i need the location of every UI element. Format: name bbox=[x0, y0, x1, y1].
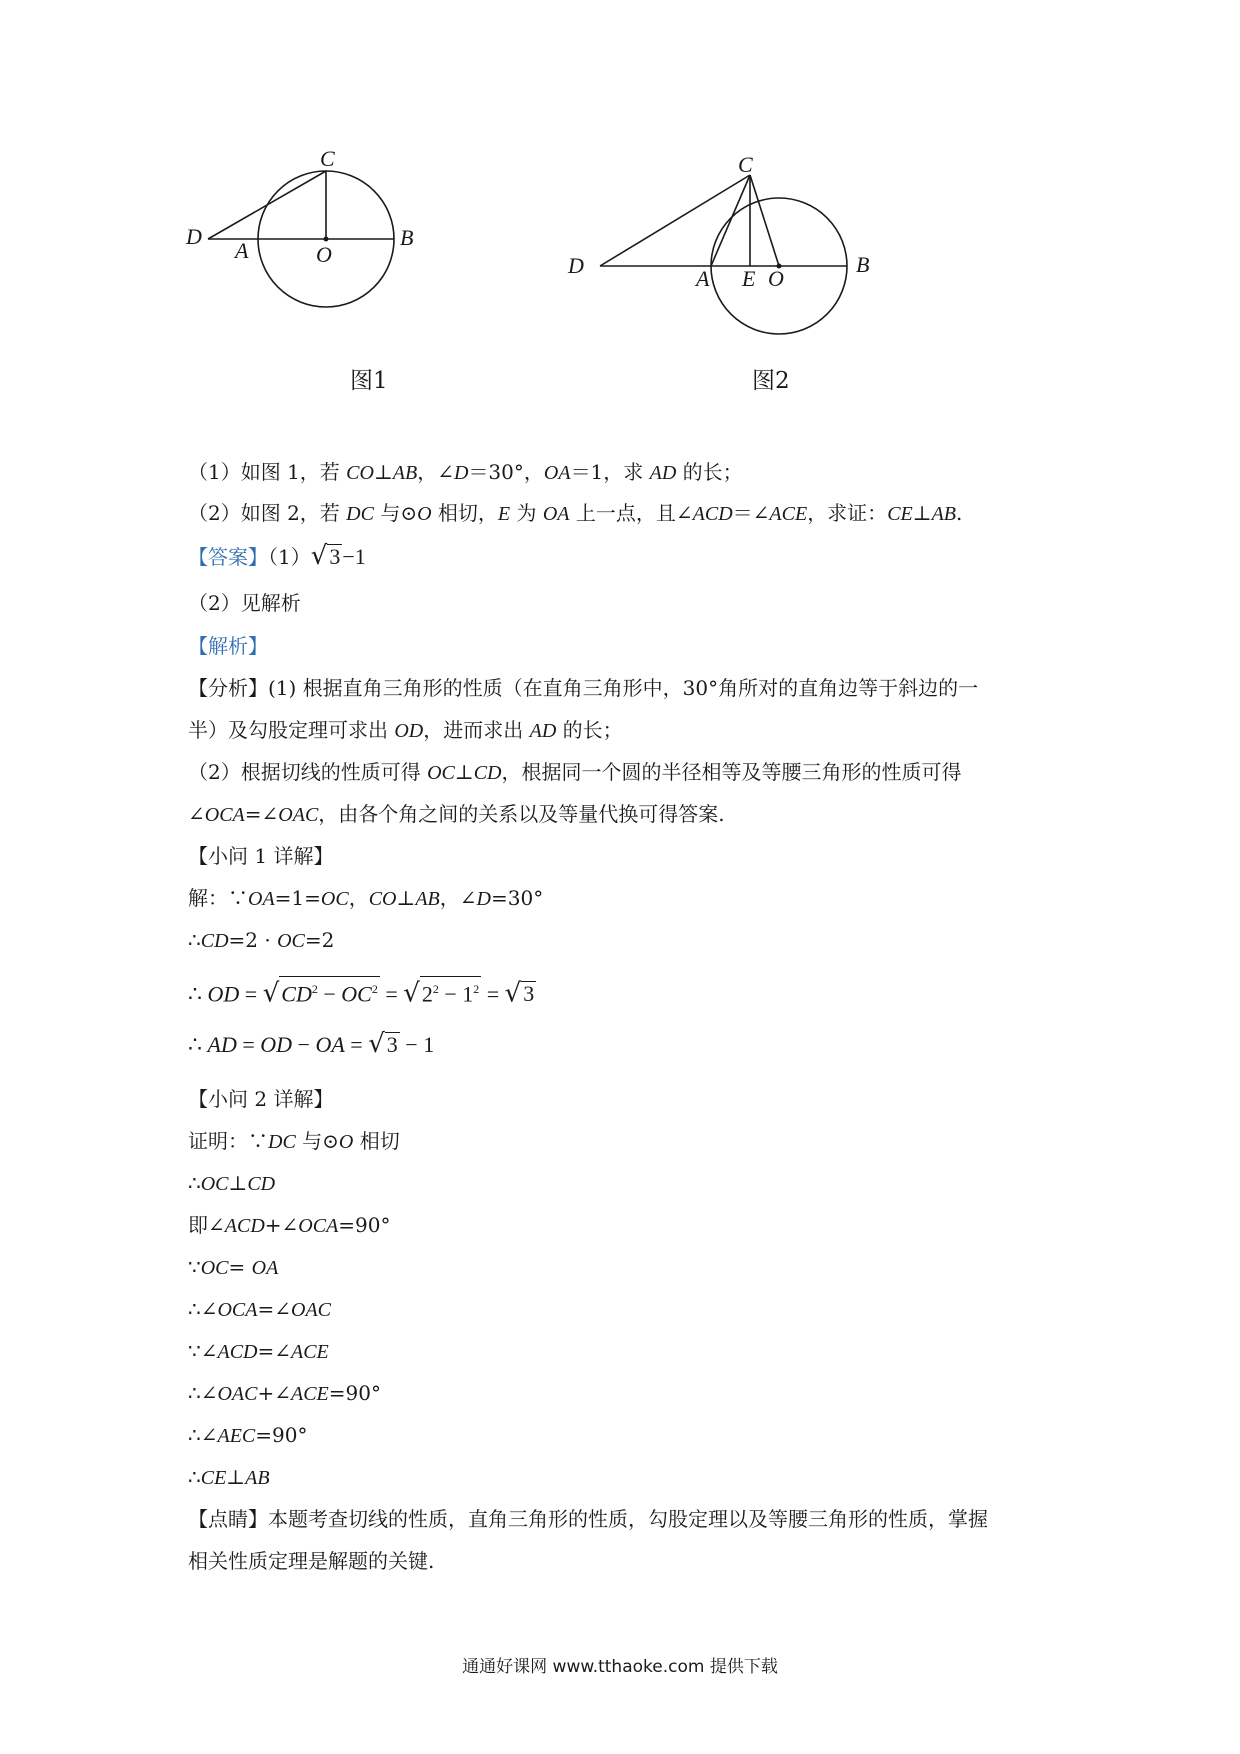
analysis-line-4: ∠OCA=∠OAC，由各个角之间的关系以及等量代换可得答案. bbox=[188, 802, 725, 826]
page-footer: 通通好课网 www.tthaoke.com 提供下载 bbox=[462, 1657, 778, 1677]
fig2-label-e: E bbox=[742, 266, 756, 291]
sub1-step-4: ∴ AD = OD − OA = √3 − 1 bbox=[188, 1029, 435, 1059]
sub2-step-9: ∴CE⊥AB bbox=[188, 1465, 270, 1489]
answer-line-2: （2）见解析 bbox=[188, 591, 301, 615]
sub2-step-4: ∵OC= OA bbox=[188, 1255, 279, 1279]
fig2-label-c: C bbox=[738, 152, 753, 177]
comment-line-1: 【点睛】本题考查切线的性质，直角三角形的性质，勾股定理以及等腰三角形的性质，掌握 bbox=[188, 1507, 988, 1531]
sub2-title: 【小问 2 详解】 bbox=[188, 1087, 334, 1111]
question-1: （1）如图 1，若 CO⊥AB，∠D＝30°，OA＝1，求 AD 的长； bbox=[188, 460, 743, 484]
sub1-title: 【小问 1 详解】 bbox=[188, 844, 334, 868]
fig1-label-b: B bbox=[400, 225, 414, 250]
figure-2 bbox=[568, 152, 900, 345]
fig2-label-o: O bbox=[768, 266, 784, 291]
sub2-step-2: ∴OC⊥CD bbox=[188, 1171, 276, 1195]
figure-1 bbox=[186, 146, 470, 345]
answer-tag: 【答案】 bbox=[188, 545, 268, 569]
sub2-step-5: ∴∠OCA=∠OAC bbox=[188, 1297, 331, 1321]
fig1-label-d: D bbox=[186, 224, 202, 249]
answer-line-1: 【答案】（1）√3−1 bbox=[188, 541, 366, 571]
fig1-label-o: O bbox=[316, 242, 332, 267]
fig2-label-d: D bbox=[568, 253, 584, 278]
sub2-step-1: 证明：∵DC 与⊙O 相切 bbox=[188, 1129, 400, 1153]
figure-2-caption: 图2 bbox=[752, 368, 790, 394]
fig1-center-dot bbox=[324, 237, 329, 242]
sub1-step-2: ∴CD=2 · OC=2 bbox=[188, 928, 335, 952]
fig2-line-ac bbox=[711, 175, 750, 266]
fig1-line-dc bbox=[208, 171, 326, 239]
fig1-label-c: C bbox=[320, 146, 335, 171]
fig2-line-co bbox=[750, 175, 779, 266]
figure-1-caption: 图1 bbox=[350, 368, 388, 394]
analysis-tag: 【解析】 bbox=[188, 634, 268, 658]
comment-line-2: 相关性质定理是解题的关键. bbox=[188, 1549, 435, 1573]
analysis-line-2: 半）及勾股定理可求出 OD，进而求出 AD 的长； bbox=[188, 718, 623, 742]
sub2-step-6: ∵∠ACD=∠ACE bbox=[188, 1339, 329, 1363]
fig2-label-a: A bbox=[696, 266, 710, 291]
fig1-label-a: A bbox=[235, 238, 249, 263]
question-2: （2）如图 2，若 DC 与⊙O 相切，E 为 OA 上一点，且∠ACD＝∠ACE，求证：CE⊥AB. bbox=[188, 501, 963, 525]
fig2-label-b: B bbox=[856, 252, 870, 277]
sub2-step-7: ∴∠OAC+∠ACE=90° bbox=[188, 1381, 381, 1405]
sub2-step-3: 即∠ACD+∠OCA=90° bbox=[188, 1213, 391, 1237]
analysis-line-1: 【分析】(1) 根据直角三角形的性质（在直角三角形中，30°角所对的直角边等于斜边的一 bbox=[188, 676, 979, 700]
analysis-line-3: （2）根据切线的性质可得 OC⊥CD，根据同一个圆的半径相等及等腰三角形的性质可得 bbox=[188, 760, 962, 784]
sub1-step-3: ∴ OD = $√CD^2 - OC^2 = √2^2 - 1^2 = √3$ bbox=[188, 976, 536, 1008]
sub2-step-8: ∴∠AEC=90° bbox=[188, 1423, 308, 1447]
sub1-step-1: 解：∵OA=1=OC，CO⊥AB，∠D=30° bbox=[188, 886, 544, 910]
